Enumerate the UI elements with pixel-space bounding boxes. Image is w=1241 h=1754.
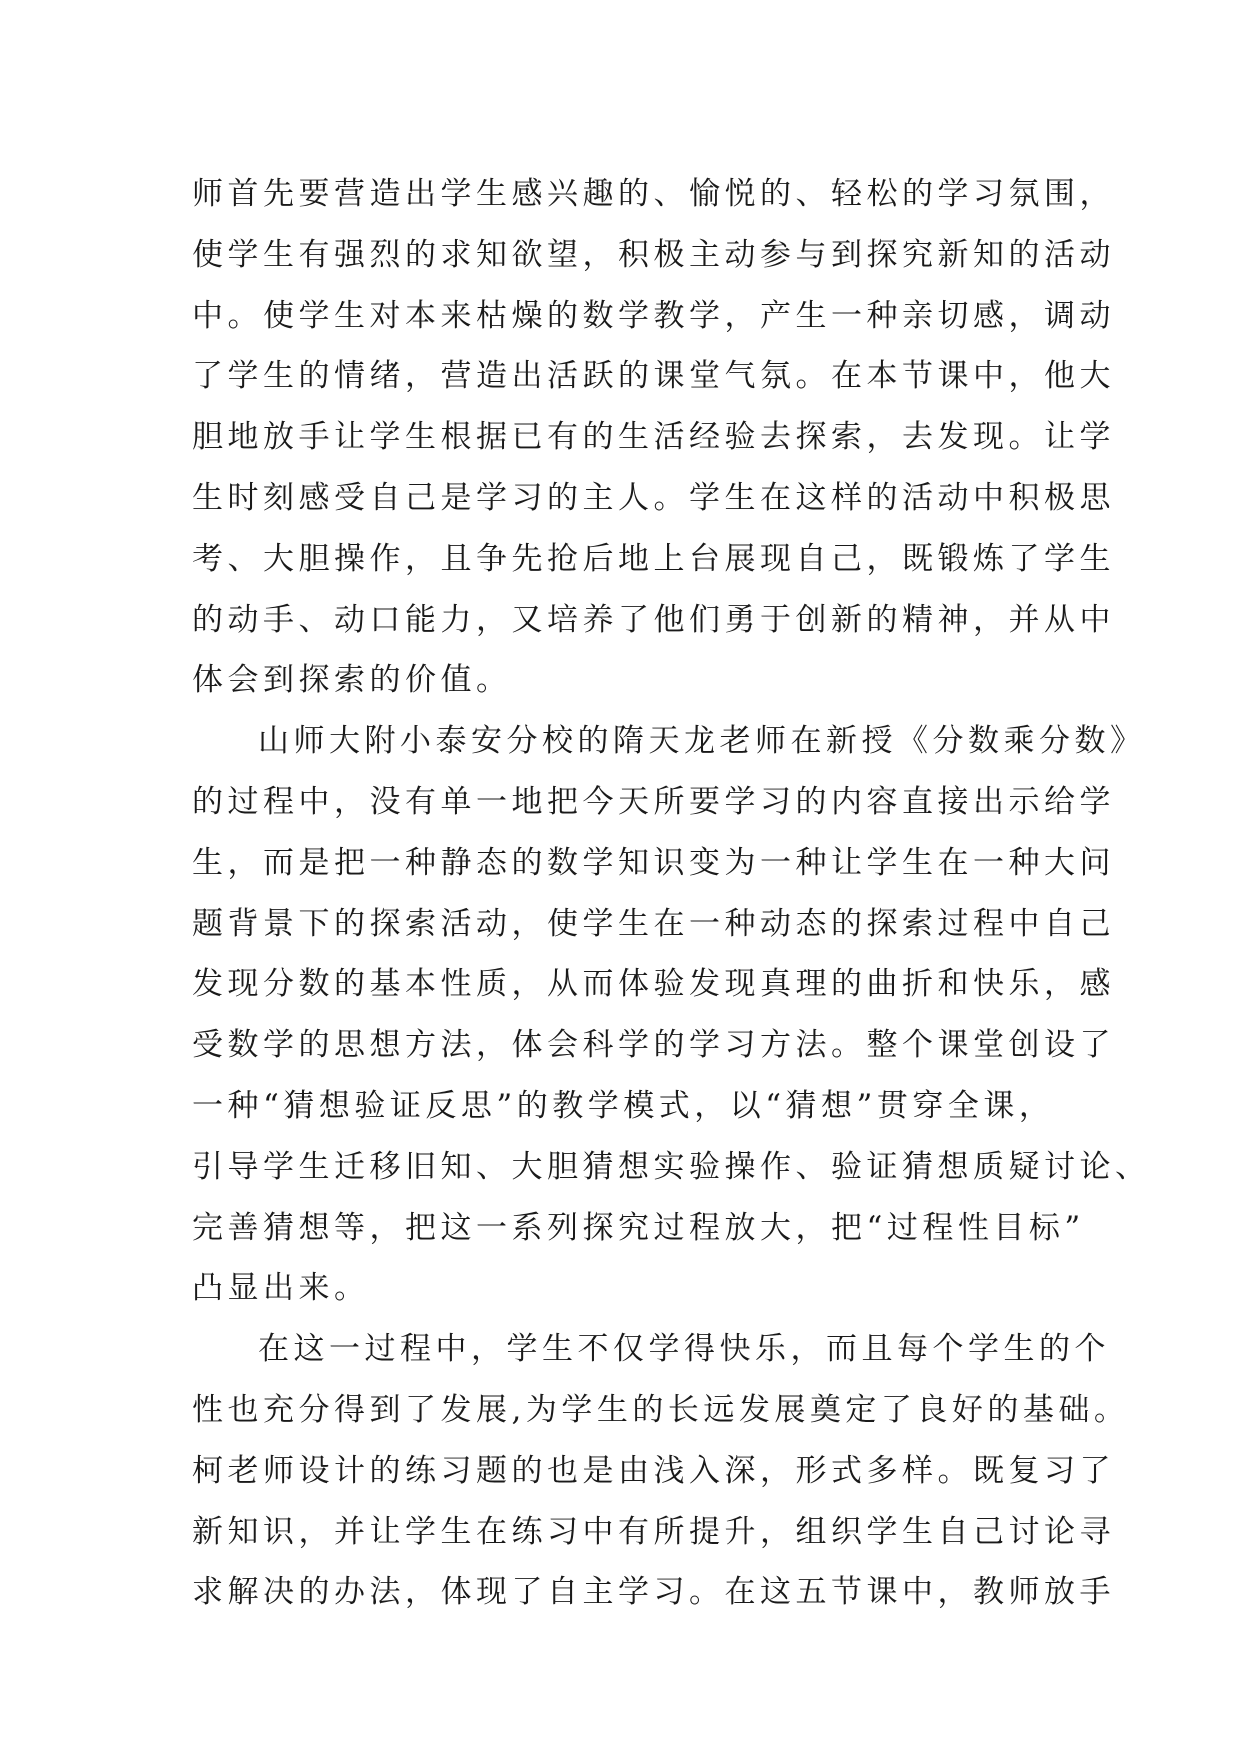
- text-line: 凸显出来。: [192, 1270, 370, 1307]
- text-line: 考、大胆操作，且争先抢后地上台展现自己，既锻炼了学生: [192, 540, 1115, 577]
- text-line: 胆地放手让学生根据已有的生活经验去探索，去发现。让学: [192, 419, 1115, 456]
- paragraph-first-line: 在这一过程中，学生不仅学得快乐，而且每个学生的个: [258, 1331, 1110, 1368]
- text-line: 性也充分得到了发展,为学生的长远发展奠定了良好的基础。: [192, 1391, 1130, 1428]
- text-line: 生时刻感受自己是学习的主人。学生在这样的活动中积极思: [192, 479, 1115, 516]
- paragraph-first-line: 山师大附小泰安分校的隋天龙老师在新授《分数乘分数》: [258, 723, 1146, 760]
- text-line: 生，而是把一种静态的数学知识变为一种让学生在一种大问: [192, 844, 1115, 881]
- text-line: 体会到探索的价值。: [192, 662, 512, 699]
- text-line: 完善猜想等，把这一系列探究过程放大，把“过程性目标”: [192, 1209, 1085, 1246]
- text-line: 新知识，并让学生在练习中有所提升，组织学生自己讨论寻: [192, 1513, 1115, 1550]
- text-line: 了学生的情绪，营造出活跃的课堂气氛。在本节课中，他大: [192, 358, 1115, 395]
- text-line: 题背景下的探索活动，使学生在一种动态的探索过程中自己: [192, 905, 1115, 942]
- body-text: [192, 164, 1151, 1623]
- text-line: 中。使学生对本来枯燥的数学教学，产生一种亲切感，调动: [192, 297, 1115, 334]
- text-line: 引导学生迁移旧知、大胆猜想实验操作、验证猜想质疑讨论、: [192, 1148, 1151, 1185]
- text-line: 一种“猜想验证反思”的教学模式，以“猜想”贯穿全课，: [192, 1087, 1055, 1124]
- text-line: 发现分数的基本性质，从而体验发现真理的曲折和快乐，感: [192, 966, 1115, 1003]
- text-line: 求解决的办法，体现了自主学习。在这五节课中，教师放手: [192, 1574, 1115, 1611]
- text-line: 使学生有强烈的求知欲望，积极主动参与到探究新知的活动: [192, 236, 1115, 273]
- text-line: 师首先要营造出学生感兴趣的、愉悦的、轻松的学习氛围，: [192, 176, 1115, 212]
- text-line: 的动手、动口能力，又培养了他们勇于创新的精神，并从中: [192, 601, 1115, 638]
- text-line: 受数学的思想方法，体会科学的学习方法。整个课堂创设了: [192, 1027, 1115, 1064]
- text-line: 的过程中，没有单一地把今天所要学习的内容直接出示给学: [192, 783, 1115, 820]
- text-line: 柯老师设计的练习题的也是由浅入深，形式多样。既复习了: [192, 1452, 1115, 1489]
